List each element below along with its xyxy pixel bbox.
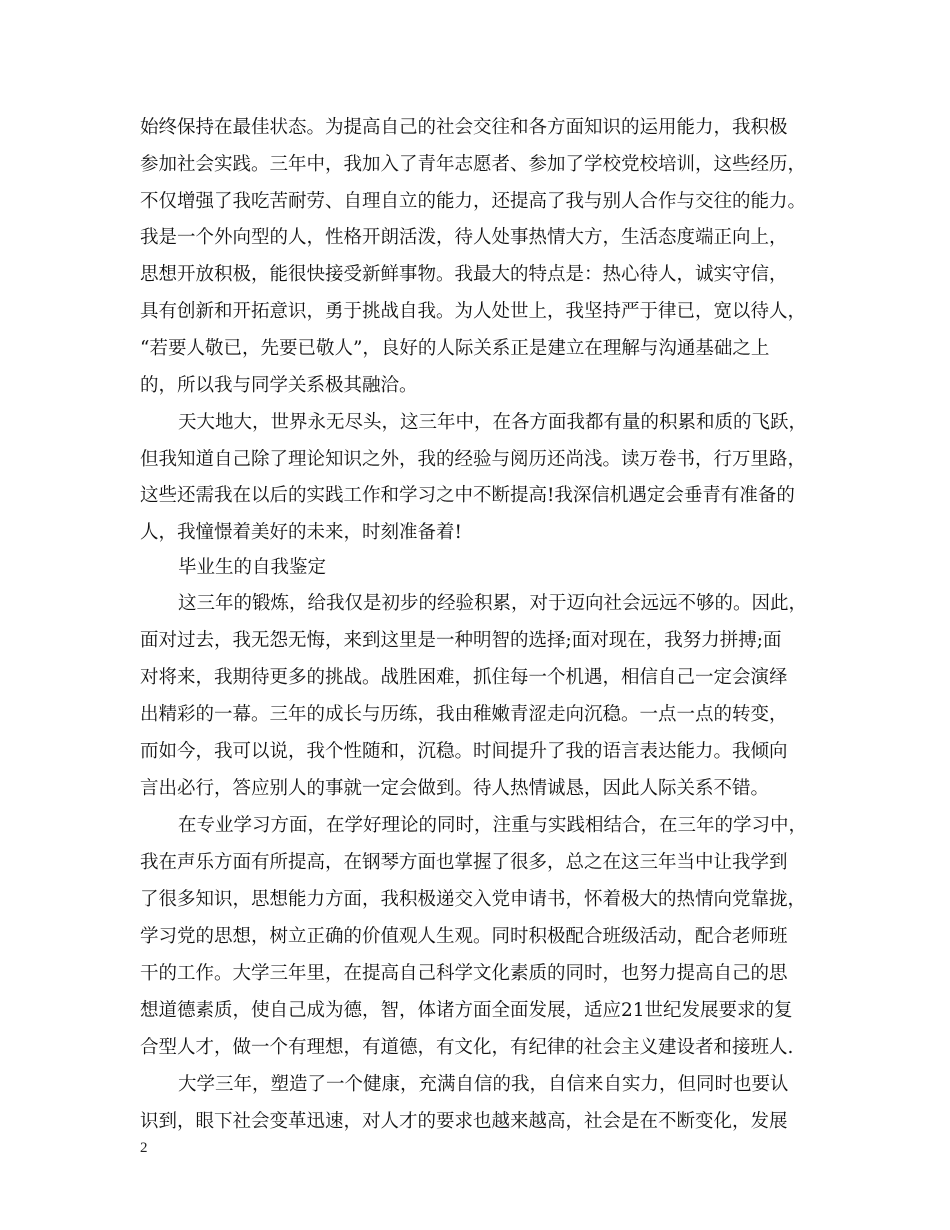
text-line: 大学三年，塑造了一个健康，充满自信的我，自信来自实力，但同时也要认 — [178, 1074, 789, 1095]
text-line: 但我知道自己除了理论知识之外，我的经验与阅历还尚浅。读万卷书，行万里路， — [140, 449, 807, 470]
text-line: 不仅增强了我吃苦耐劳、自理自立的能力，还提高了我与别人合作与交往的能力。 — [140, 191, 807, 212]
text-line: 干的工作。大学三年里，在提高自己科学文化素质的同时，也努力提高自己的思 — [140, 963, 788, 984]
text-line: “若要人敬已，先要已敬人”，良好的人际关系正是建立在理解与沟通基础之上 — [140, 338, 770, 359]
text-line: 人，我憧憬着美好的未来，时刻准备着! — [140, 522, 462, 543]
text-line: 具有创新和开拓意识，勇于挑战自我。为人处世上，我坚持严于律已，宽以待人， — [140, 301, 807, 322]
text-line: 我是一个外向型的人，性格开朗活泼，待人处事热情大方，生活态度端正向上， — [140, 227, 788, 248]
text-line: 了很多知识，思想能力方面，我积极递交入党申请书，怀着极大的热情向党靠拢， — [140, 889, 807, 910]
text-line: 合型人才，做一个有理想，有道德，有文化，有纪律的社会主义建设者和接班人. — [140, 1037, 794, 1058]
text-line: 我在声乐方面有所提高，在钢琴方面也掌握了很多，总之在这三年当中让我学到 — [140, 852, 788, 873]
text-line: 参加社会实践。三年中，我加入了青年志愿者、参加了学校党校培训，这些经历， — [140, 154, 807, 175]
page-number: 2 — [140, 1140, 148, 1156]
text-line: 学习党的思想，树立正确的价值观人生观。同时积极配合班级活动，配合老师班 — [140, 926, 788, 947]
text-line: 始终保持在最佳状态。为提高自己的社会交往和各方面知识的运用能力，我积极 — [140, 117, 788, 138]
text-line: 天大地大，世界永无尽头，这三年中，在各方面我都有量的积累和质的飞跃， — [178, 412, 808, 433]
text-line: 对将来，我期待更多的挑战。战胜困难，抓住每一个机遇，相信自己一定会演绎 — [140, 667, 788, 688]
section-heading: 毕业生的自我鉴定 — [178, 557, 327, 578]
text-line: 在专业学习方面，在学好理论的同时，注重与实践相结合，在三年的学习中， — [178, 815, 808, 836]
text-line: 这三年的锻炼，给我仅是初步的经验积累，对于迈向社会远远不够的。因此， — [178, 593, 808, 614]
text-line: 的，所以我与同学关系极其融洽。 — [140, 375, 418, 396]
text-line: 面对过去，我无怨无悔，来到这里是一种明智的选择;面对现在，我努力拼搏;面 — [140, 630, 782, 651]
text-line: 思想开放积极，能很快接受新鲜事物。我最大的特点是：热心待人，诚实守信， — [140, 264, 788, 285]
text-line: 识到，眼下社会变革迅速，对人才的要求也越来越高，社会是在不断变化，发展 — [140, 1111, 788, 1132]
text-line: 而如今，我可以说，我个性随和，沉稳。时间提升了我的语言表达能力。我倾向 — [140, 741, 788, 762]
text-line: 出精彩的一幕。三年的成长与历练，我由稚嫩青涩走向沉稳。一点一点的转变， — [140, 704, 788, 725]
text-line: 这些还需我在以后的实践工作和学习之中不断提高!我深信机遇定会垂青有准备的 — [140, 485, 795, 506]
text-line: 言出必行，答应别人的事就一定会做到。待人热情诚恳，因此人际关系不错。 — [140, 778, 770, 799]
text-line: 想道德素质，使自己成为德，智，体诸方面全面发展，适应21世纪发展要求的复 — [140, 1000, 793, 1021]
